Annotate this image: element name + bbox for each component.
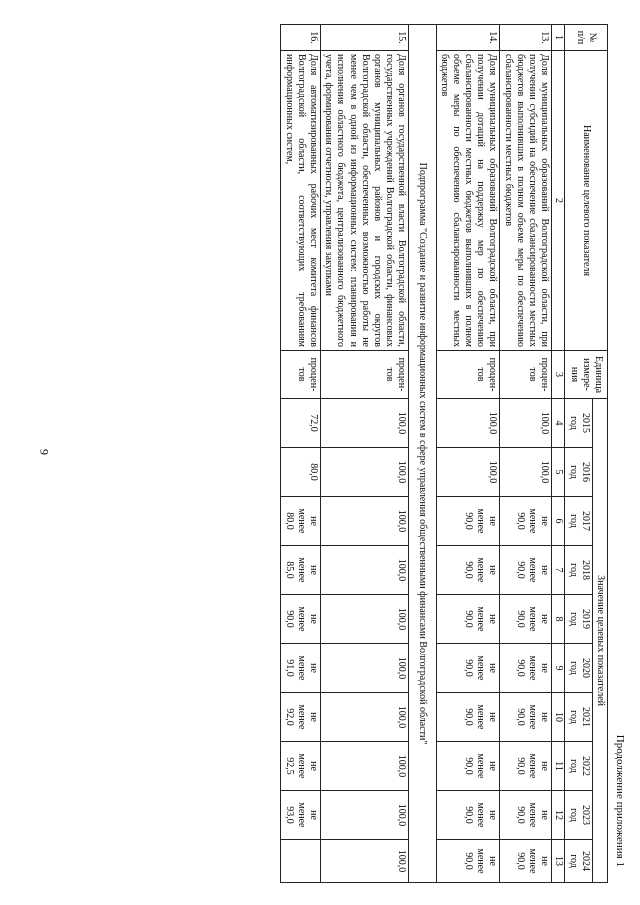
table-row xyxy=(321,25,409,883)
value-cell: 100,0 xyxy=(321,497,409,546)
column-number: 11 xyxy=(552,742,565,791)
column-number: 12 xyxy=(552,791,565,840)
header-year: 2023 год xyxy=(565,791,592,840)
column-number: 2 xyxy=(552,51,565,351)
header-year: 2022 год xyxy=(565,742,592,791)
value-cell: 100,0 xyxy=(436,399,500,448)
value-cell: не менее 91,0 xyxy=(281,644,321,693)
row-number: 16. xyxy=(281,25,321,51)
column-number: 1 xyxy=(552,25,565,51)
subprogram-heading: Подпрограмма "Создание и развитие информационных систем в сфере управления общественными финансами Волгоградской области" xyxy=(409,25,436,883)
unit: процен- тов xyxy=(500,351,552,399)
column-number: 3 xyxy=(552,351,565,399)
subprogram-row xyxy=(409,25,436,883)
value-cell: не менее 93,0 xyxy=(281,791,321,840)
header-number: № п/п xyxy=(565,25,608,51)
header-values: Значение целевых показателей xyxy=(592,399,607,883)
value-cell: не менее 90,0 xyxy=(500,497,552,546)
row-number: 15. xyxy=(321,25,409,51)
value-cell: 100,0 xyxy=(321,742,409,791)
value-cell: 100,0 xyxy=(436,448,500,497)
target-indicators-table xyxy=(281,24,609,883)
page-number: 9 xyxy=(37,449,52,455)
value-cell: 100,0 xyxy=(321,644,409,693)
value-cell: 100,0 xyxy=(321,448,409,497)
value-cell xyxy=(281,840,321,883)
header-year: 2016 год xyxy=(565,448,592,497)
value-cell: 100,0 xyxy=(500,448,552,497)
value-cell: не менее 90,0 xyxy=(500,742,552,791)
value-cell: не менее 90,0 xyxy=(436,840,500,883)
value-cell: не менее 90,0 xyxy=(500,546,552,595)
value-cell: не менее 90,0 xyxy=(500,840,552,883)
header-year: 2015 год xyxy=(565,399,592,448)
table-row xyxy=(436,25,500,883)
unit: процен- тов xyxy=(281,351,321,399)
column-number: 5 xyxy=(552,448,565,497)
column-number: 10 xyxy=(552,693,565,742)
continuation-title: Продолжение приложения 1 xyxy=(614,734,626,867)
row-number: 14. xyxy=(436,25,500,51)
header-indicator-name: Наименование целевого показателя xyxy=(565,51,608,351)
indicator-name: Доля муниципальных образований Волгоградской области, при получении дотаций на поддержку мер по обеспечению сбалансированности местных бюджетов выполнивших в полном объеме меры по обеспечению сбалансированности местных бюджетов xyxy=(436,51,500,351)
value-cell: 80,0 xyxy=(281,448,321,497)
rotated-landscape-page xyxy=(56,24,632,881)
header-year: 2018 год xyxy=(565,546,592,595)
row-number: 13. xyxy=(500,25,552,51)
value-cell: 72,0 xyxy=(281,399,321,448)
value-cell: не менее 85,0 xyxy=(281,546,321,595)
value-cell: не менее 92,5 xyxy=(281,742,321,791)
value-cell: не менее 92,0 xyxy=(281,693,321,742)
value-cell: не менее 90,0 xyxy=(436,644,500,693)
value-cell: не менее 90,0 xyxy=(500,693,552,742)
value-cell: не менее 90,0 xyxy=(281,595,321,644)
header-year: 2024 год xyxy=(565,840,592,883)
indicator-name: Доля муниципальных образований Волгоградской области, при получении субсидий на обеспечение сбалансированности местных бюджетов выполнивших в полном объеме меры по обеспечению сбалансированности местных бюджетов xyxy=(500,51,552,351)
column-number: 9 xyxy=(552,644,565,693)
value-cell: не менее 90,0 xyxy=(436,497,500,546)
value-cell: не менее 90,0 xyxy=(436,742,500,791)
column-number: 13 xyxy=(552,840,565,883)
value-cell: не менее 80,0 xyxy=(281,497,321,546)
column-number: 7 xyxy=(552,546,565,595)
value-cell: не менее 90,0 xyxy=(500,791,552,840)
value-cell: 100,0 xyxy=(321,546,409,595)
unit: процен- тов xyxy=(436,351,500,399)
column-number: 6 xyxy=(552,497,565,546)
value-cell: 100,0 xyxy=(321,791,409,840)
value-cell: 100,0 xyxy=(321,399,409,448)
value-cell: 100,0 xyxy=(321,595,409,644)
unit: процен- тов xyxy=(321,351,409,399)
value-cell: не менее 90,0 xyxy=(436,693,500,742)
value-cell: 100,0 xyxy=(321,693,409,742)
column-number-row xyxy=(552,25,565,883)
indicator-name: Доля автоматизированных рабочих мест комитета финансов Волгоградской области, соответствующих требованиям информационных систем, xyxy=(281,51,321,351)
value-cell: 100,0 xyxy=(321,840,409,883)
header-year: 2017 год xyxy=(565,497,592,546)
header-year: 2019 год xyxy=(565,595,592,644)
header-year: 2020 год xyxy=(565,644,592,693)
header-unit: Единица измере- ния xyxy=(565,351,608,399)
value-cell: не менее 90,0 xyxy=(436,595,500,644)
value-cell: не менее 90,0 xyxy=(500,644,552,693)
value-cell: 100,0 xyxy=(500,399,552,448)
value-cell: не менее 90,0 xyxy=(436,791,500,840)
value-cell: не менее 90,0 xyxy=(436,546,500,595)
table-row xyxy=(281,25,321,883)
column-number: 4 xyxy=(552,399,565,448)
column-number: 8 xyxy=(552,595,565,644)
value-cell: не менее 90,0 xyxy=(500,595,552,644)
header-year: 2021 год xyxy=(565,693,592,742)
indicator-name: Доля органов государственной власти Волгоградской области, государственных учреждений Волгоградской области, финансовых органов муниципальных районов и городских округов Волгоградской области, обеспеченных возможностью работы не менее чем в одной из информационных систем: планирования и исполнения областного бюджета, централизованного бюджетного учета, формирования отчетности, управления закупками xyxy=(321,51,409,351)
table-row xyxy=(500,25,552,883)
